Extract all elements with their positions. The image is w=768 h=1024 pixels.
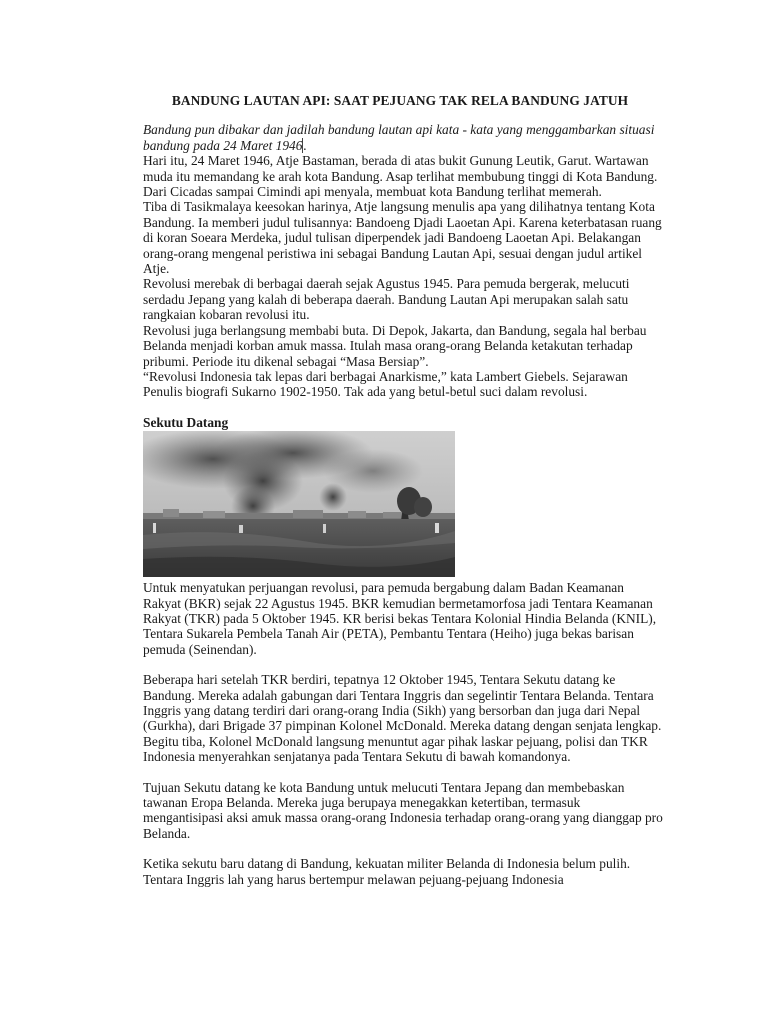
section-heading: Sekutu Datang	[143, 414, 229, 430]
paragraph-bkr: Untuk menyatukan perjuangan revolusi, para pemuda bergabung dalam Badan Keamanan Rakyat (BKR) sejak 22 Agustus 1945. BKR kemudian bermetamorfosa jadi Tentara Keamanan Rakyat (TKR) pada 5 Oktober 1945. KR berisi bekas Tentara Kolonial Hindia Belanda (KNIL), Tentara Sukarela Pembela Tanah Air (PETA), Pembantu Tentara (Heiho) juga bekas barisan pemuda (Seinendan).	[143, 580, 657, 657]
lead-text: Bandung pun dibakar dan jadilah bandung lautan api kata - kata yang menggambarkan situasi bandung pada 24 Maret 1946	[143, 122, 655, 153]
historical-photo	[143, 431, 455, 577]
paragraph-quote-giebels: “Revolusi Indonesia tak lepas dari berbagai Anarkisme,” kata Lambert Giebels. Sejarawan Penulis biografi Sukarno 1902-1950. Tak ada yang betul-betul suci dalam revolusi.	[143, 368, 628, 400]
paragraph-kekuatan-militer: Ketika sekutu baru datang di Bandung, kekuatan militer Belanda di Indonesia belum pulih. Tentara Inggris lah yang harus bertempur melawan pejuang-pejuang Indonesia	[143, 856, 631, 887]
document-page	[143, 93, 663, 887]
article-lead	[143, 122, 663, 153]
paragraph-revolusi-merebak: Revolusi merebak di berbagai daerah sejak Agustus 1945. Para pemuda bergerak, melucuti serdadu Jepang yang kalah di beberapa daerah. Bandung Lautan Api merupakan salah satu rangkaian kobaran revolusi itu.	[143, 276, 630, 323]
paragraph-revolusi-membabi-buta: Revolusi juga berlangsung membabi buta. Di Depok, Jakarta, dan Bandung, segala hal berbau Belanda menjadi korban amuk massa. Itulah masa orang-orang Belanda ketakutan terhadap pribumi. Periode itu dikenal sebagai “Masa Bersiap”.	[143, 322, 647, 369]
paragraph-sekutu-datang: Beberapa hari setelah TKR berdiri, tepatnya 12 Oktober 1945, Tentara Sekutu datang ke Bandung. Mereka adalah gabungan dari Tentara Inggris dan segelintir Tentara Belanda. Tentara Inggris yang datang terdiri dari orang-orang India (Sikh) yang bersorban dan juga dari Nepal (Gurkha), dari Brigade 37 pimpinan Kolonel McDonald. Mereka datang dengan senjata lengkap. Begitu tiba, Kolonel McDonald langsung menuntut agar pihak laskar pejuang, polisi dan TKR Indonesia menyerahkan senjatanya pada Tentara Sekutu di bawah komandonya.	[143, 672, 662, 765]
paragraph-tujuan-sekutu: Tujuan Sekutu datang ke kota Bandung untuk melucuti Tentara Jepang dan membebaskan tawanan Eropa Belanda. Mereka juga berupaya menegakkan ketertiban, termasuk mengantisipasi aksi amuk massa orang-orang Indonesia terhadap orang-orang yang dianggap pro Belanda.	[143, 779, 663, 841]
paragraph-hari-itu: Hari itu, 24 Maret 1946, Atje Bastaman, berada di atas bukit Gunung Leutik, Garut. Wartawan muda itu memandang ke arah kota Bandung. Asap terlihat membubung tinggi di Kota Bandung. Dari Cicadas sampai Cimindi api menyala, membuat kota Bandung terlihat memerah.	[143, 153, 658, 200]
lead-period: .	[303, 137, 307, 153]
paragraph-tiba-di-tasikmalaya: Tiba di Tasikmalaya keesokan harinya, Atje langsung menulis apa yang dilihatnya tentang Kota Bandung. Ia memberi judul tulisannya: Bandoeng Djadi Laoetan Api. Karena keterbatasan ruang di koran Soeara Merdeka, judul tulisan diperpendek jadi Bandoeng Laoetan Api. Belakangan orang-orang mengenal peristiwa ini sebagai Bandung Lautan Api, sesuai dengan judul artikel Atje.	[143, 199, 662, 277]
article-title: BANDUNG LAUTAN API: SAAT PEJUANG TAK RELA BANDUNG JATUH	[171, 93, 629, 108]
